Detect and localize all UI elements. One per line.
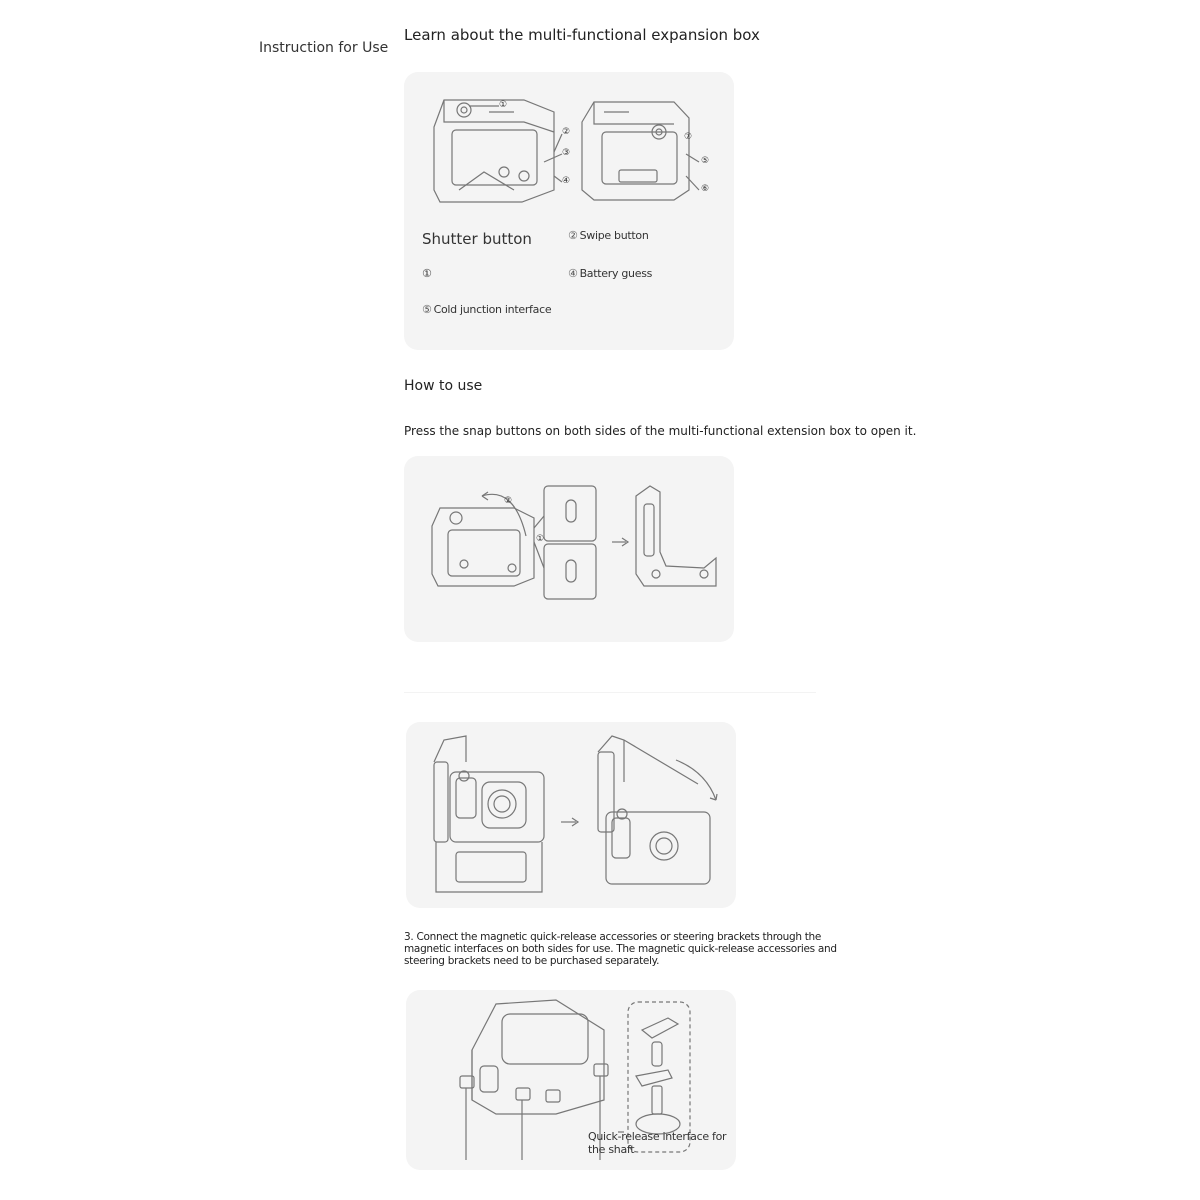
legend-mark-1: ①	[422, 267, 432, 280]
step1-callout-1: ①	[536, 534, 545, 544]
insert-camera-diagram-panel	[406, 722, 736, 908]
callout-4: ④	[562, 176, 571, 186]
legend-mark-2: ②	[568, 229, 578, 242]
legend-cold-text: Cold junction interface	[433, 303, 552, 316]
side-label: Instruction for Use	[259, 40, 389, 56]
callout-5: ⑤	[701, 156, 710, 166]
legend-cold-junction	[422, 303, 551, 316]
legend-mark-4: ④	[568, 267, 578, 280]
open-box-diagram-panel	[404, 456, 734, 642]
insert-camera-diagram	[406, 722, 736, 908]
callout-6: ⑥	[701, 184, 710, 194]
step-3-text: 3. Connect the magnetic quick-release accessories or steering brackets through the magnetic interfaces on both sides for use. The magnetic quick-release accessories and steering brackets need to be purchased separately.	[404, 931, 837, 967]
section-title-how-to-use: How to use	[404, 378, 483, 394]
legend-battery	[568, 267, 652, 280]
divider	[404, 692, 816, 693]
legend-battery-text: Battery guess	[579, 267, 653, 280]
step-1-text: Press the snap buttons on both sides of the multi-functional extension box to open it.	[404, 424, 917, 438]
magnetic-interface-diagram-panel	[406, 990, 736, 1170]
legend-mark-5: ⑤	[422, 303, 432, 316]
shaft-interface-label: Quick-release interface for the shaft	[588, 1130, 727, 1156]
legend-swipe-text: Swipe button	[579, 229, 649, 242]
callout-1: ①	[499, 100, 508, 110]
legend-shutter-button: Shutter button	[422, 230, 532, 248]
step1-callout-2: ②	[504, 496, 513, 506]
callout-7: ⑦	[684, 132, 693, 142]
callout-2: ②	[562, 127, 571, 137]
open-box-diagram	[404, 456, 734, 642]
legend-swipe-button	[568, 229, 649, 242]
expansion-box-diagram-panel	[404, 72, 734, 350]
callout-3: ③	[562, 148, 571, 158]
section-title-expansion-box: Learn about the multi-functional expansion box	[404, 26, 760, 44]
